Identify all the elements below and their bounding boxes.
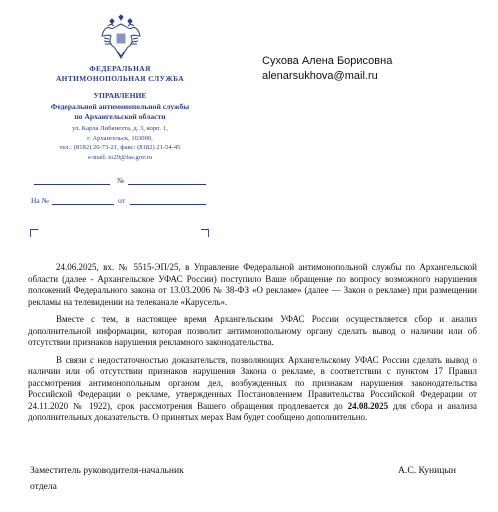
address-line1: ул. Карла Либкнехта, д. 3, корп. 1, bbox=[72, 125, 168, 132]
address-line2: г. Архангельск, 163000, bbox=[87, 134, 153, 142]
agency-name-line1: ФЕДЕРАЛЬНАЯ bbox=[89, 64, 151, 73]
recipient-email: alenarsukhova@mail.ru bbox=[262, 70, 378, 82]
paragraph-3 bbox=[28, 355, 477, 424]
paragraph-2: Вместе с тем, в настоящее время Архангельским УФАС России осуществляется сбор и анализ дополнительной информации, которая позволит антимонопольному органу сделать вывод о наличии или об отсутствии признаков нарушения рекламного законодательства. bbox=[28, 314, 477, 347]
outgoing-date-line bbox=[34, 184, 110, 185]
recipient-name: Сухова Алена Борисовна bbox=[262, 55, 393, 67]
subject-corner-right bbox=[201, 229, 209, 237]
department-title: УПРАВЛЕНИЕ bbox=[93, 91, 147, 100]
signatory-position-line1: Заместитель руководителя-начальник bbox=[30, 465, 184, 476]
letter-body bbox=[28, 262, 477, 424]
paragraph-3-end: для сбора и анализа дополнительных доказательств. О принятых мерах Вам будет сообщено дополнительно. bbox=[28, 400, 477, 422]
phone-fax-line: тел.: (8182) 20-73-21, факс: (8182) 21-54-45 bbox=[59, 144, 181, 151]
extension-date: 24.08.2025 bbox=[347, 400, 389, 411]
signatory-position-line2: отдела bbox=[30, 481, 57, 492]
department-name-line1: Федеральной антимонопольной службы bbox=[50, 102, 190, 111]
department-name-line2: по Архангельской области bbox=[74, 112, 166, 121]
reference-from-label: от bbox=[118, 196, 125, 205]
reference-date-line bbox=[130, 204, 206, 205]
reference-number-line bbox=[52, 204, 114, 205]
reference-number-label: На № bbox=[31, 196, 49, 205]
email-line: e-mail: to29@fas.gov.ru bbox=[87, 153, 153, 161]
russian-eagle-emblem-icon bbox=[100, 14, 142, 60]
subject-corner-left bbox=[30, 229, 38, 237]
agency-name-line2: АНТИМОНОПОЛЬНАЯ СЛУЖБА bbox=[55, 74, 185, 83]
outgoing-number-line bbox=[128, 184, 206, 185]
paragraph-3-start: В связи с недостаточностью доказательств, позволяющих Архангельскому УФАС России сделать вывод о наличии или об отсутствии признаков нарушения Закона о рекламе, в соответствии с пунктом 17 Правил рассмотрения антимонопольным органом дел, возбужденных по признакам нарушения законодательства Российской Федерации о рекламе, утвержденных Постановлением Правительства Российской Федерации от 24.11.2020 № 1922), срок рассмотрения Вашего обращения продлевается до bbox=[28, 354, 477, 411]
paragraph-1: 24.06.2025, вх. № 5515-ЭП/25, в Управление Федеральной антимонопольной службы по Архангельской области (далее - Архангельское УФАС России) поступило Ваше обращение по вопросу возможного нарушения положений Федерального закона от 13.03.2006 № 38-ФЗ «О рекламе» (далее — Закон о рекламе) при размещении рекламы на телевидении на телеканале «Карусель». bbox=[28, 262, 477, 307]
outgoing-number-sign: № bbox=[117, 176, 125, 185]
signatory-name: А.С. Куницын bbox=[398, 465, 456, 476]
